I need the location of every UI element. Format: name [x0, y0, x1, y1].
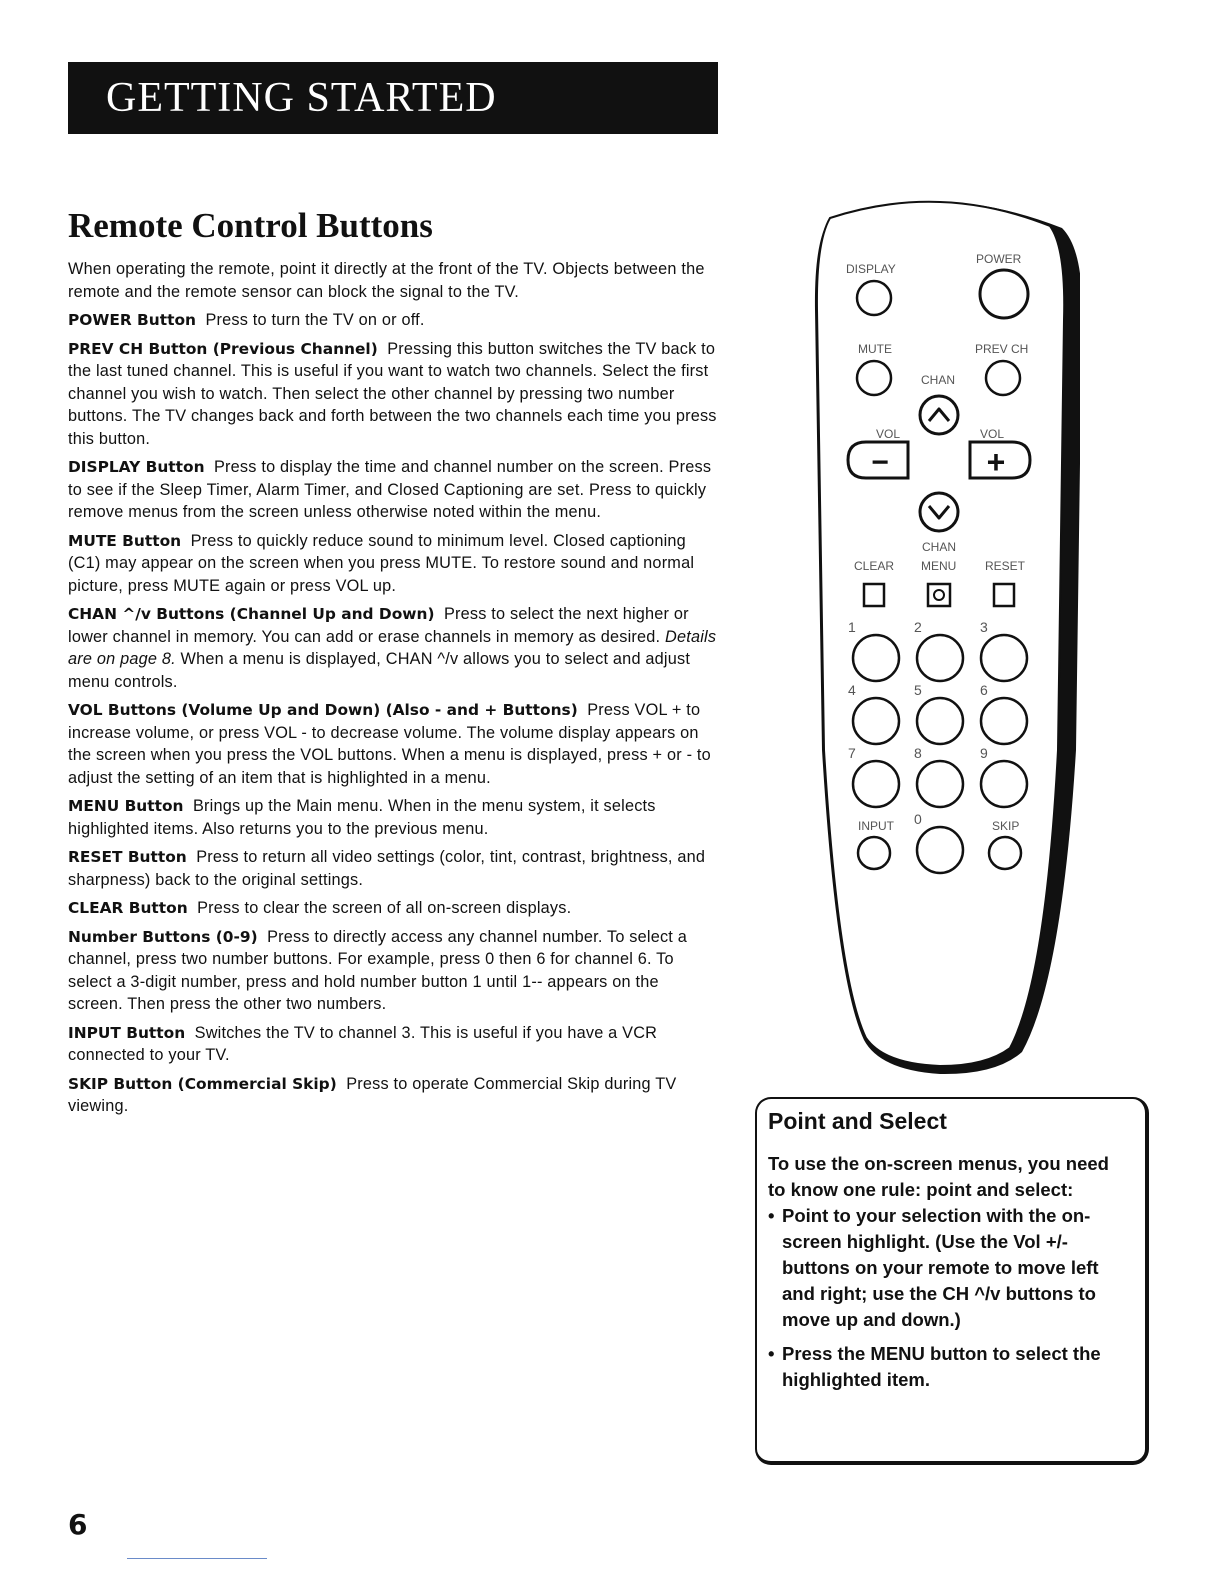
item-reset: RESET Button Press to return all video settings (color, tint, contrast, brightness, and sharpness) back to the original settings. — [68, 848, 706, 889]
item-menu: MENU Button Brings up the Main menu. When in the menu system, it selects highlighted items. Also returns you to the previous menu. — [68, 797, 656, 838]
point-and-select-box — [755, 1097, 1149, 1465]
page-number: 6 — [68, 1508, 88, 1541]
digit-9-button[interactable] — [981, 761, 1027, 807]
point-and-select-intro: To use the on-screen menus, you need to know one rule: point and select: — [768, 1153, 1109, 1200]
reset-label: RESET — [985, 559, 1026, 573]
item-power: POWER Button Press to turn the TV on or off. — [68, 311, 425, 329]
menu-label: MENU — [921, 559, 957, 573]
item-prev-ch: PREV CH Button (Previous Channel) Pressing this button switches the TV back to the last tuned channel. This is useful if you want to watch two channels. Select the first channel you wish to watch. Then select the other channel by pressing two number buttons. The TV changes back and forth between the two channels each time you press this button. — [68, 339, 717, 448]
digit-2-button[interactable] — [917, 635, 963, 681]
digit-8-button[interactable] — [917, 761, 963, 807]
digit-7-button[interactable] — [853, 761, 899, 807]
point-and-select-list — [768, 1203, 1123, 1393]
digit-8-label: 8 — [914, 745, 922, 761]
digit-6-label: 6 — [980, 682, 988, 698]
footer-rule — [127, 1558, 267, 1559]
point-and-select-title: Point and Select — [768, 1108, 947, 1134]
banner-title: GETTING STARTED — [106, 75, 497, 121]
intro-paragraph: When operating the remote, point it directly at the front of the TV. Objects between the remote and the remote sensor can block the signal to the TV. — [68, 260, 705, 301]
prev-ch-button[interactable] — [986, 361, 1020, 395]
list-item: • Press the MENU button to select the highlighted item. — [768, 1341, 1123, 1393]
input-label: INPUT — [858, 819, 894, 833]
section-banner — [68, 62, 718, 134]
power-label: POWER — [976, 252, 1022, 266]
plus-icon: + — [986, 444, 1006, 480]
digit-6-button[interactable] — [981, 698, 1027, 744]
vol-right-label: VOL — [980, 427, 1005, 441]
item-clear: CLEAR Button Press to clear the screen of all on-screen displays. — [68, 899, 572, 917]
input-button[interactable] — [858, 837, 890, 869]
digit-3-label: 3 — [980, 619, 988, 635]
point-and-select-body — [768, 1151, 1123, 1401]
item-skip: SKIP Button (Commercial Skip) Press to operate Commercial Skip during TV viewing. — [68, 1074, 677, 1115]
item-vol: VOL Buttons (Volume Up and Down) (Also - and + Buttons) Press VOL + to increase volume, or press VOL - to decrease volume. The volume display appears on the screen when you press the VOL buttons. When a menu is displayed, press + or - to adjust the setting of an item that is highlighted in a menu. — [68, 701, 711, 787]
mute-button[interactable] — [857, 361, 891, 395]
skip-label: SKIP — [992, 819, 1020, 833]
clear-label: CLEAR — [854, 559, 895, 573]
display-button[interactable] — [857, 281, 891, 315]
digit-1-button[interactable] — [853, 635, 899, 681]
digit-0-label: 0 — [914, 811, 922, 827]
item-input: INPUT Button Switches the TV to channel 3. This is useful if you have a VCR connected to your TV. — [68, 1023, 658, 1064]
digit-4-button[interactable] — [853, 698, 899, 744]
item-number-buttons: Number Buttons (0-9) Press to directly access any channel number. To select a channel, press two number buttons. For example, press 0 then 6 for channel 6. To select a 3-digit number, press and hold number button 1 until 1-- appears on the screen. Then press the other two numbers. — [68, 927, 688, 1013]
reset-button[interactable] — [994, 584, 1014, 606]
item-display: DISPLAY Button Press to display the time and channel number on the screen. Press to see if the Sleep Timer, Alarm Timer, and Closed Captioning are set. Press to quickly remove menus from the screen unless otherwise noted within the menu. — [68, 458, 712, 521]
digit-5-label: 5 — [914, 682, 922, 698]
chan-down-button[interactable] — [920, 493, 958, 531]
menu-button[interactable] — [928, 584, 950, 606]
mute-label: MUTE — [858, 342, 892, 356]
list-item: • Point to your selection with the on-screen highlight. (Use the Vol +/- buttons on your remote to move left and right; use the CH ^/v buttons to move up and down.) — [768, 1203, 1123, 1333]
item-chan: CHAN ^/v Buttons (Channel Up and Down) Press to select the next higher or lower channel in memory. You can add or erase channels in memory as desired. Details are on page 8. When a menu is displayed, CHAN ^/v allows you to select and adjust menu controls. — [68, 605, 717, 691]
power-button[interactable] — [980, 270, 1028, 318]
item-mute: MUTE Button Press to quickly reduce sound to minimum level. Closed captioning (C1) may appear on the screen when you press MUTE. To restore sound and normal picture, press MUTE again or press VOL up. — [68, 531, 695, 595]
chan-down-label: CHAN — [922, 540, 957, 554]
prev-ch-label: PREV CH — [975, 342, 1029, 356]
chan-up-button[interactable] — [920, 396, 958, 434]
remote-control-illustration — [800, 190, 1080, 1085]
digit-1-label: 1 — [848, 619, 856, 635]
digit-5-button[interactable] — [917, 698, 963, 744]
vol-left-label: VOL — [876, 427, 901, 441]
page-title: Remote Control Buttons — [68, 206, 433, 245]
digit-3-button[interactable] — [981, 635, 1027, 681]
clear-button[interactable] — [864, 584, 884, 606]
skip-button[interactable] — [989, 837, 1021, 869]
chan-up-label: CHAN — [921, 373, 956, 387]
display-label: DISPLAY — [846, 262, 896, 276]
minus-icon: − — [871, 446, 889, 479]
digit-7-label: 7 — [848, 745, 856, 761]
digit-4-label: 4 — [848, 682, 856, 698]
digit-9-label: 9 — [980, 745, 988, 761]
digit-0-button[interactable] — [917, 827, 963, 873]
digit-2-label: 2 — [914, 619, 922, 635]
body-text — [68, 258, 718, 1124]
